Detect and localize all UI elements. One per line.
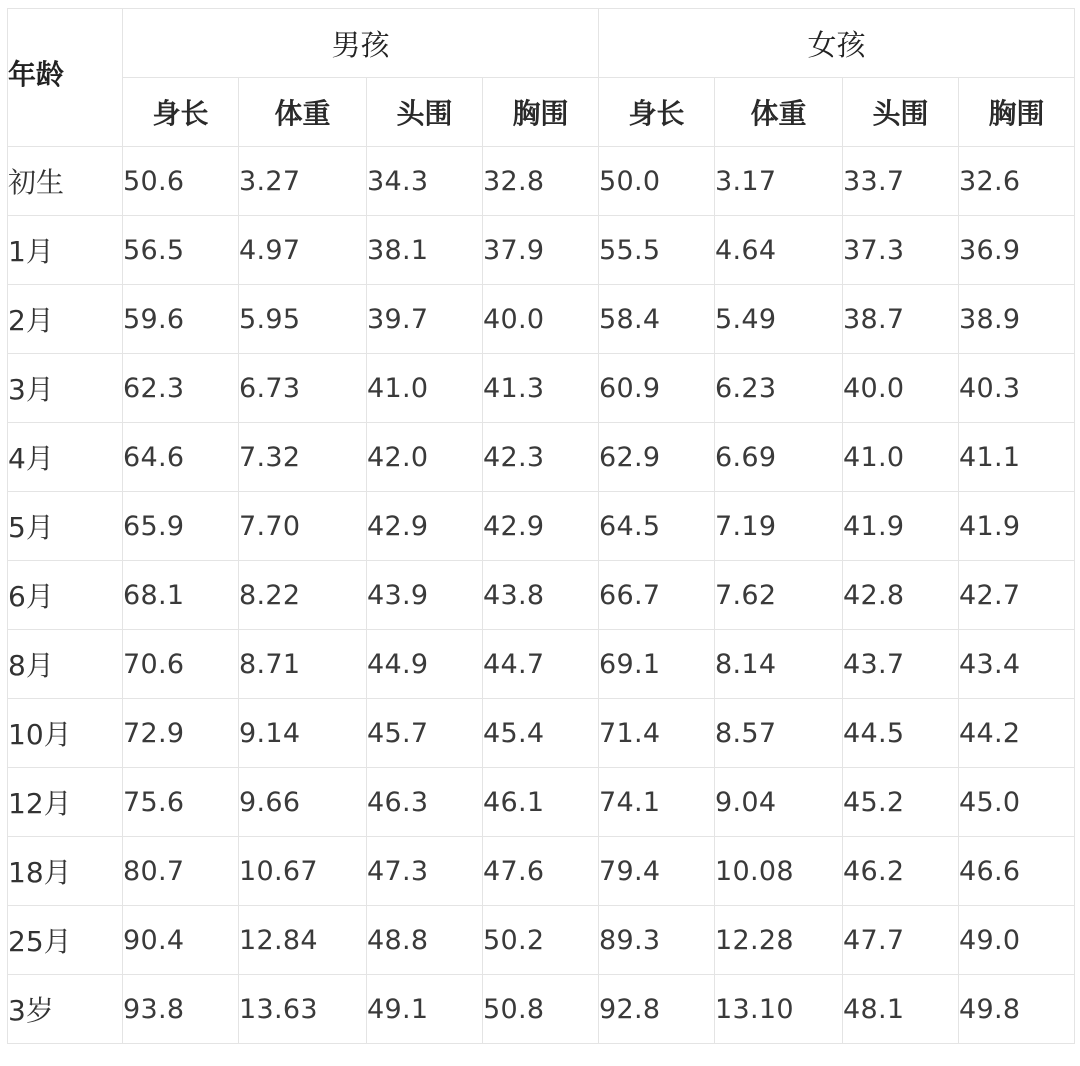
age-header	[8, 9, 123, 147]
girls-weight-cell: 7.62	[715, 561, 843, 630]
age-cell: 8月	[8, 630, 123, 699]
boys-head-circ-cell: 34.3	[367, 147, 483, 216]
age-cell: 18月	[8, 837, 123, 906]
boys-chest-circ-cell: 43.8	[483, 561, 599, 630]
girls-length-cell: 62.9	[599, 423, 715, 492]
boys-chest-circ-cell: 44.7	[483, 630, 599, 699]
growth-table	[7, 8, 1075, 1044]
girls-length-cell: 74.1	[599, 768, 715, 837]
age-cell: 1月	[8, 216, 123, 285]
age-cell: 2月	[8, 285, 123, 354]
boys-chest-circ-cell: 32.8	[483, 147, 599, 216]
girls-head-circ-cell: 37.3	[843, 216, 959, 285]
girls-head-circ-cell: 45.2	[843, 768, 959, 837]
boys-length-cell: 62.3	[123, 354, 239, 423]
table-row	[8, 768, 1075, 837]
table-row	[8, 216, 1075, 285]
age-cell: 6月	[8, 561, 123, 630]
boys-chest-circ-cell: 41.3	[483, 354, 599, 423]
table-row	[8, 354, 1075, 423]
girls-head-circ-cell: 47.7	[843, 906, 959, 975]
table-row	[8, 147, 1075, 216]
boys-head-circ-cell: 49.1	[367, 975, 483, 1044]
boys-weight-cell: 13.63	[239, 975, 367, 1044]
boys-head-circ-cell: 46.3	[367, 768, 483, 837]
growth-table-container	[7, 8, 1075, 1044]
boys-weight-cell: 12.84	[239, 906, 367, 975]
girls-header: 女孩	[599, 9, 1075, 78]
girls-chest-circ-cell: 49.8	[959, 975, 1075, 1044]
boys-weight-cell: 3.27	[239, 147, 367, 216]
boys-chest-circ-cell: 50.8	[483, 975, 599, 1044]
girls-chest-circ-cell: 32.6	[959, 147, 1075, 216]
boys-weight-header: 体重	[239, 78, 367, 147]
table-row	[8, 975, 1075, 1044]
boys-chest-circ-header: 胸围	[483, 78, 599, 147]
boys-head-circ-cell: 44.9	[367, 630, 483, 699]
girls-weight-cell: 8.57	[715, 699, 843, 768]
age-cell: 12月	[8, 768, 123, 837]
boys-chest-circ-cell: 46.1	[483, 768, 599, 837]
girls-length-cell: 89.3	[599, 906, 715, 975]
age-cell: 25月	[8, 906, 123, 975]
boys-chest-circ-cell: 42.3	[483, 423, 599, 492]
boys-chest-circ-cell: 42.9	[483, 492, 599, 561]
girls-head-circ-cell: 48.1	[843, 975, 959, 1044]
boys-head-circ-cell: 41.0	[367, 354, 483, 423]
girls-chest-circ-cell: 49.0	[959, 906, 1075, 975]
girls-length-cell: 69.1	[599, 630, 715, 699]
girls-chest-circ-cell: 46.6	[959, 837, 1075, 906]
table-row	[8, 561, 1075, 630]
boys-length-cell: 93.8	[123, 975, 239, 1044]
boys-chest-circ-cell: 40.0	[483, 285, 599, 354]
boys-length-cell: 56.5	[123, 216, 239, 285]
boys-length-cell: 64.6	[123, 423, 239, 492]
boys-weight-cell: 8.71	[239, 630, 367, 699]
table-row	[8, 285, 1075, 354]
boys-weight-cell: 5.95	[239, 285, 367, 354]
girls-length-cell: 79.4	[599, 837, 715, 906]
boys-head-circ-cell: 43.9	[367, 561, 483, 630]
boys-chest-circ-cell: 47.6	[483, 837, 599, 906]
boys-length-cell: 75.6	[123, 768, 239, 837]
girls-head-circ-cell: 38.7	[843, 285, 959, 354]
girls-weight-cell: 6.23	[715, 354, 843, 423]
girls-chest-circ-cell: 43.4	[959, 630, 1075, 699]
age-cell: 10月	[8, 699, 123, 768]
girls-head-circ-cell: 42.8	[843, 561, 959, 630]
boys-head-circ-cell: 42.0	[367, 423, 483, 492]
girls-weight-cell: 6.69	[715, 423, 843, 492]
table-body	[8, 147, 1075, 1044]
girls-weight-cell: 5.49	[715, 285, 843, 354]
boys-chest-circ-cell: 50.2	[483, 906, 599, 975]
boys-chest-circ-cell: 45.4	[483, 699, 599, 768]
girls-length-cell: 55.5	[599, 216, 715, 285]
girls-weight-cell: 10.08	[715, 837, 843, 906]
boys-length-cell: 90.4	[123, 906, 239, 975]
girls-weight-cell: 12.28	[715, 906, 843, 975]
header-row-measures	[8, 78, 1075, 147]
table-row	[8, 837, 1075, 906]
boys-weight-cell: 4.97	[239, 216, 367, 285]
boys-length-header: 身长	[123, 78, 239, 147]
girls-chest-circ-header: 胸围	[959, 78, 1075, 147]
girls-chest-circ-cell: 40.3	[959, 354, 1075, 423]
girls-weight-header: 体重	[715, 78, 843, 147]
age-header-label: 年龄	[8, 57, 65, 91]
girls-weight-cell: 8.14	[715, 630, 843, 699]
girls-head-circ-header: 头围	[843, 78, 959, 147]
girls-length-cell: 92.8	[599, 975, 715, 1044]
girls-weight-cell: 13.10	[715, 975, 843, 1044]
girls-chest-circ-cell: 45.0	[959, 768, 1075, 837]
header-row-groups	[8, 9, 1075, 78]
girls-weight-cell: 3.17	[715, 147, 843, 216]
boys-weight-cell: 9.66	[239, 768, 367, 837]
table-row	[8, 630, 1075, 699]
boys-header: 男孩	[123, 9, 599, 78]
boys-head-circ-cell: 39.7	[367, 285, 483, 354]
boys-weight-cell: 8.22	[239, 561, 367, 630]
girls-length-cell: 64.5	[599, 492, 715, 561]
girls-length-header: 身长	[599, 78, 715, 147]
girls-weight-cell: 4.64	[715, 216, 843, 285]
girls-chest-circ-cell: 36.9	[959, 216, 1075, 285]
table-row	[8, 492, 1075, 561]
girls-chest-circ-cell: 41.1	[959, 423, 1075, 492]
girls-head-circ-cell: 46.2	[843, 837, 959, 906]
girls-length-cell: 66.7	[599, 561, 715, 630]
boys-weight-cell: 7.70	[239, 492, 367, 561]
boys-chest-circ-cell: 37.9	[483, 216, 599, 285]
boys-length-cell: 50.6	[123, 147, 239, 216]
boys-head-circ-cell: 38.1	[367, 216, 483, 285]
age-cell: 3岁	[8, 975, 123, 1044]
boys-weight-cell: 7.32	[239, 423, 367, 492]
boys-weight-cell: 10.67	[239, 837, 367, 906]
girls-head-circ-cell: 43.7	[843, 630, 959, 699]
girls-head-circ-cell: 41.9	[843, 492, 959, 561]
table-header	[8, 9, 1075, 147]
table-row	[8, 423, 1075, 492]
boys-head-circ-cell: 48.8	[367, 906, 483, 975]
boys-length-cell: 72.9	[123, 699, 239, 768]
table-row	[8, 699, 1075, 768]
girls-chest-circ-cell: 42.7	[959, 561, 1075, 630]
boys-length-cell: 70.6	[123, 630, 239, 699]
age-cell: 初生	[8, 147, 123, 216]
boys-head-circ-cell: 47.3	[367, 837, 483, 906]
girls-weight-cell: 7.19	[715, 492, 843, 561]
boys-length-cell: 65.9	[123, 492, 239, 561]
boys-length-cell: 80.7	[123, 837, 239, 906]
age-cell: 3月	[8, 354, 123, 423]
girls-head-circ-cell: 41.0	[843, 423, 959, 492]
age-cell: 5月	[8, 492, 123, 561]
boys-length-cell: 59.6	[123, 285, 239, 354]
table-row	[8, 906, 1075, 975]
boys-weight-cell: 9.14	[239, 699, 367, 768]
girls-head-circ-cell: 33.7	[843, 147, 959, 216]
girls-chest-circ-cell: 38.9	[959, 285, 1075, 354]
girls-head-circ-cell: 40.0	[843, 354, 959, 423]
girls-chest-circ-cell: 41.9	[959, 492, 1075, 561]
girls-length-cell: 60.9	[599, 354, 715, 423]
age-cell: 4月	[8, 423, 123, 492]
boys-head-circ-cell: 45.7	[367, 699, 483, 768]
boys-length-cell: 68.1	[123, 561, 239, 630]
girls-length-cell: 71.4	[599, 699, 715, 768]
girls-length-cell: 58.4	[599, 285, 715, 354]
girls-weight-cell: 9.04	[715, 768, 843, 837]
girls-chest-circ-cell: 44.2	[959, 699, 1075, 768]
girls-head-circ-cell: 44.5	[843, 699, 959, 768]
girls-length-cell: 50.0	[599, 147, 715, 216]
boys-head-circ-cell: 42.9	[367, 492, 483, 561]
boys-weight-cell: 6.73	[239, 354, 367, 423]
boys-head-circ-header: 头围	[367, 78, 483, 147]
